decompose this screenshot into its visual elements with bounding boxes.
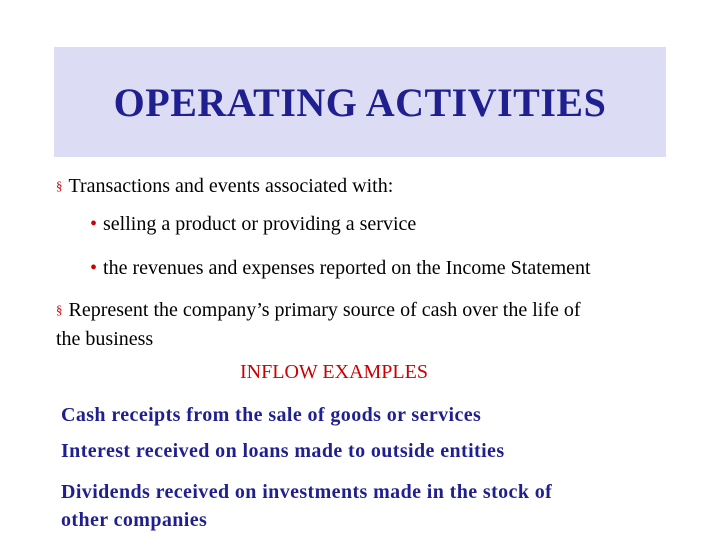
example-item: Interest received on loans made to outside entities <box>61 440 505 462</box>
example-item-continued: other companies <box>61 509 208 531</box>
sub-bullet-text: the revenues and expenses reported on the Income Statement <box>103 257 591 279</box>
example-item: Dividends received on investments made in the stock of <box>61 481 553 503</box>
slide-title: OPERATING ACTIVITIES <box>113 79 607 125</box>
title-box <box>54 47 666 157</box>
bullet-represent <box>56 296 581 326</box>
sub-bullet-revenues <box>90 254 591 282</box>
example-item: Cash receipts from the sale of goods or services <box>61 404 482 426</box>
bullet-text: Represent the company’s primary source of cash over the life of <box>68 299 581 321</box>
sub-bullet-selling <box>90 210 416 238</box>
dot-bullet-icon: • <box>90 257 98 279</box>
inflow-examples-heading: INFLOW EXAMPLES <box>240 361 428 383</box>
square-bullet-icon: § <box>56 302 63 317</box>
bullet-transactions <box>56 172 393 202</box>
square-bullet-icon: § <box>56 178 63 193</box>
bullet-text: Transactions and events associated with: <box>68 175 394 197</box>
sub-bullet-text: selling a product or providing a service <box>103 213 417 235</box>
bullet-represent-continued <box>56 325 153 353</box>
dot-bullet-icon: • <box>90 213 98 235</box>
bullet-text-line2: the business <box>56 328 154 350</box>
